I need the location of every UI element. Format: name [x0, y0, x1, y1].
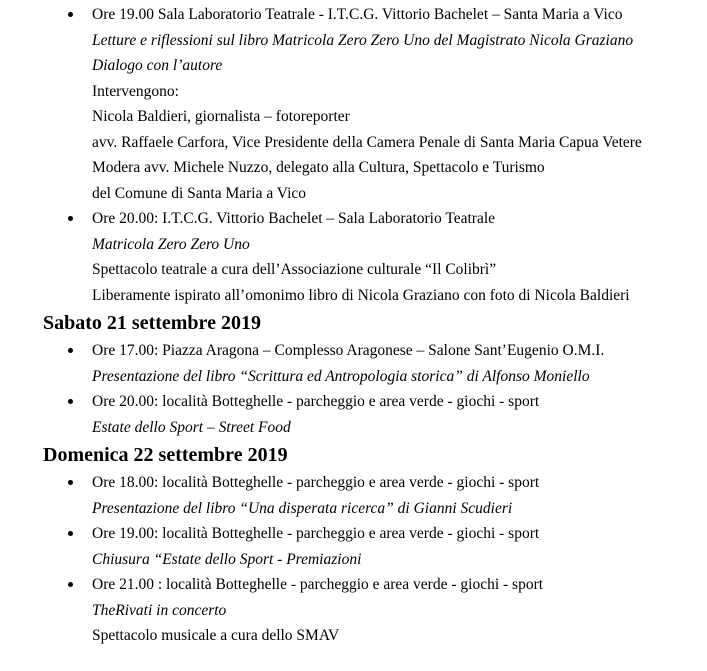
event-detail-line	[43, 283, 697, 309]
event-detail-line	[43, 598, 697, 624]
event-title-line	[43, 521, 697, 547]
event-detail-line	[43, 155, 697, 181]
event-detail-line	[43, 232, 697, 258]
event-title-line	[43, 206, 697, 232]
bullet-icon	[68, 216, 73, 221]
day-heading: Domenica 22 settembre 2019	[43, 444, 288, 466]
event-detail-line	[43, 257, 697, 283]
event-detail: TheRivati in concerto	[92, 601, 227, 619]
event-item	[43, 470, 697, 521]
event-item	[43, 338, 697, 389]
event-detail: Spettacolo musicale a cura dello SMAV	[92, 627, 340, 644]
bullet-icon	[68, 348, 73, 353]
event-detail-line	[43, 181, 697, 207]
event-detail: del Comune di Santa Maria a Vico	[92, 184, 307, 202]
day-heading: Sabato 21 settembre 2019	[43, 312, 261, 334]
event-detail-line	[43, 79, 697, 105]
event-detail: Intervengono:	[92, 82, 179, 100]
bullet-icon	[68, 12, 73, 17]
event-item	[43, 206, 697, 308]
event-detail-line	[43, 496, 697, 522]
event-detail: Matricola Zero Zero Uno	[92, 235, 250, 253]
event-detail: Presentazione del libro “Scrittura ed Antropologia storica” di Alfonso Moniello	[92, 367, 590, 385]
event-title: Ore 19.00: località Botteghelle - parcheggio e area verde - giochi - sport	[92, 525, 540, 542]
event-title: Ore 21.00 : località Botteghelle - parcheggio e area verde - giochi - sport	[92, 576, 544, 593]
event-title-line	[43, 572, 697, 598]
event-item	[43, 521, 697, 572]
event-title: Ore 20.00: I.T.C.G. Vittorio Bachelet – Sala Laboratorio Teatrale	[92, 210, 496, 227]
event-detail: Letture e riflessioni sul libro Matricola Zero Zero Uno del Magistrato Nicola Graziano	[92, 31, 634, 49]
event-title: Ore 18.00: località Botteghelle - parcheggio e area verde - giochi - sport	[92, 474, 540, 491]
bullet-icon	[68, 399, 73, 404]
event-detail: Spettacolo teatrale a cura dell’Associazione culturale “Il Colibrì”	[92, 261, 497, 278]
event-detail-line	[43, 364, 697, 390]
event-title-line	[43, 338, 697, 364]
event-detail-line	[43, 53, 697, 79]
event-detail: Dialogo con l’autore	[92, 57, 223, 74]
event-title-line	[43, 2, 697, 28]
event-list-section	[43, 470, 697, 649]
event-title-line	[43, 470, 697, 496]
event-title-line	[43, 389, 697, 415]
event-detail: Nicola Baldieri, giornalista – fotoreporter	[92, 108, 350, 125]
event-title: Ore 19.00 Sala Laboratorio Teatrale - I.T.C.G. Vittorio Bachelet – Santa Maria a Vico	[92, 6, 623, 23]
event-detail-line	[43, 623, 697, 649]
bullet-icon	[68, 480, 73, 485]
event-detail-line	[43, 547, 697, 573]
event-detail: Estate dello Sport – Street Food	[92, 418, 291, 436]
bullet-icon	[68, 582, 73, 587]
event-detail-line	[43, 28, 697, 54]
event-list-section	[43, 338, 697, 440]
event-detail-line	[43, 130, 697, 156]
event-detail: Chiusura “Estate dello Sport - Premiazioni	[92, 550, 362, 568]
event-detail-line	[43, 104, 697, 130]
event-detail: Modera avv. Michele Nuzzo, delegato alla Cultura, Spettacolo e Turismo	[92, 159, 545, 176]
event-detail: Presentazione del libro “Una disperata ricerca” di Gianni Scudieri	[92, 499, 513, 517]
event-detail: avv. Raffaele Carfora, Vice Presidente della Camera Penale di Santa Maria Capua Vetere	[92, 133, 642, 151]
event-list-section	[43, 2, 697, 308]
bullet-icon	[68, 531, 73, 536]
event-detail-line	[43, 415, 697, 441]
event-title: Ore 17.00: Piazza Aragona – Complesso Aragonese – Salone Sant’Eugenio O.M.I.	[92, 342, 605, 359]
event-item	[43, 2, 697, 206]
event-item	[43, 389, 697, 440]
event-detail: Liberamente ispirato all’omonimo libro di Nicola Graziano con foto di Nicola Baldieri	[92, 286, 630, 304]
event-item	[43, 572, 697, 649]
event-title: Ore 20.00: località Botteghelle - parcheggio e area verde - giochi - sport	[92, 393, 540, 410]
